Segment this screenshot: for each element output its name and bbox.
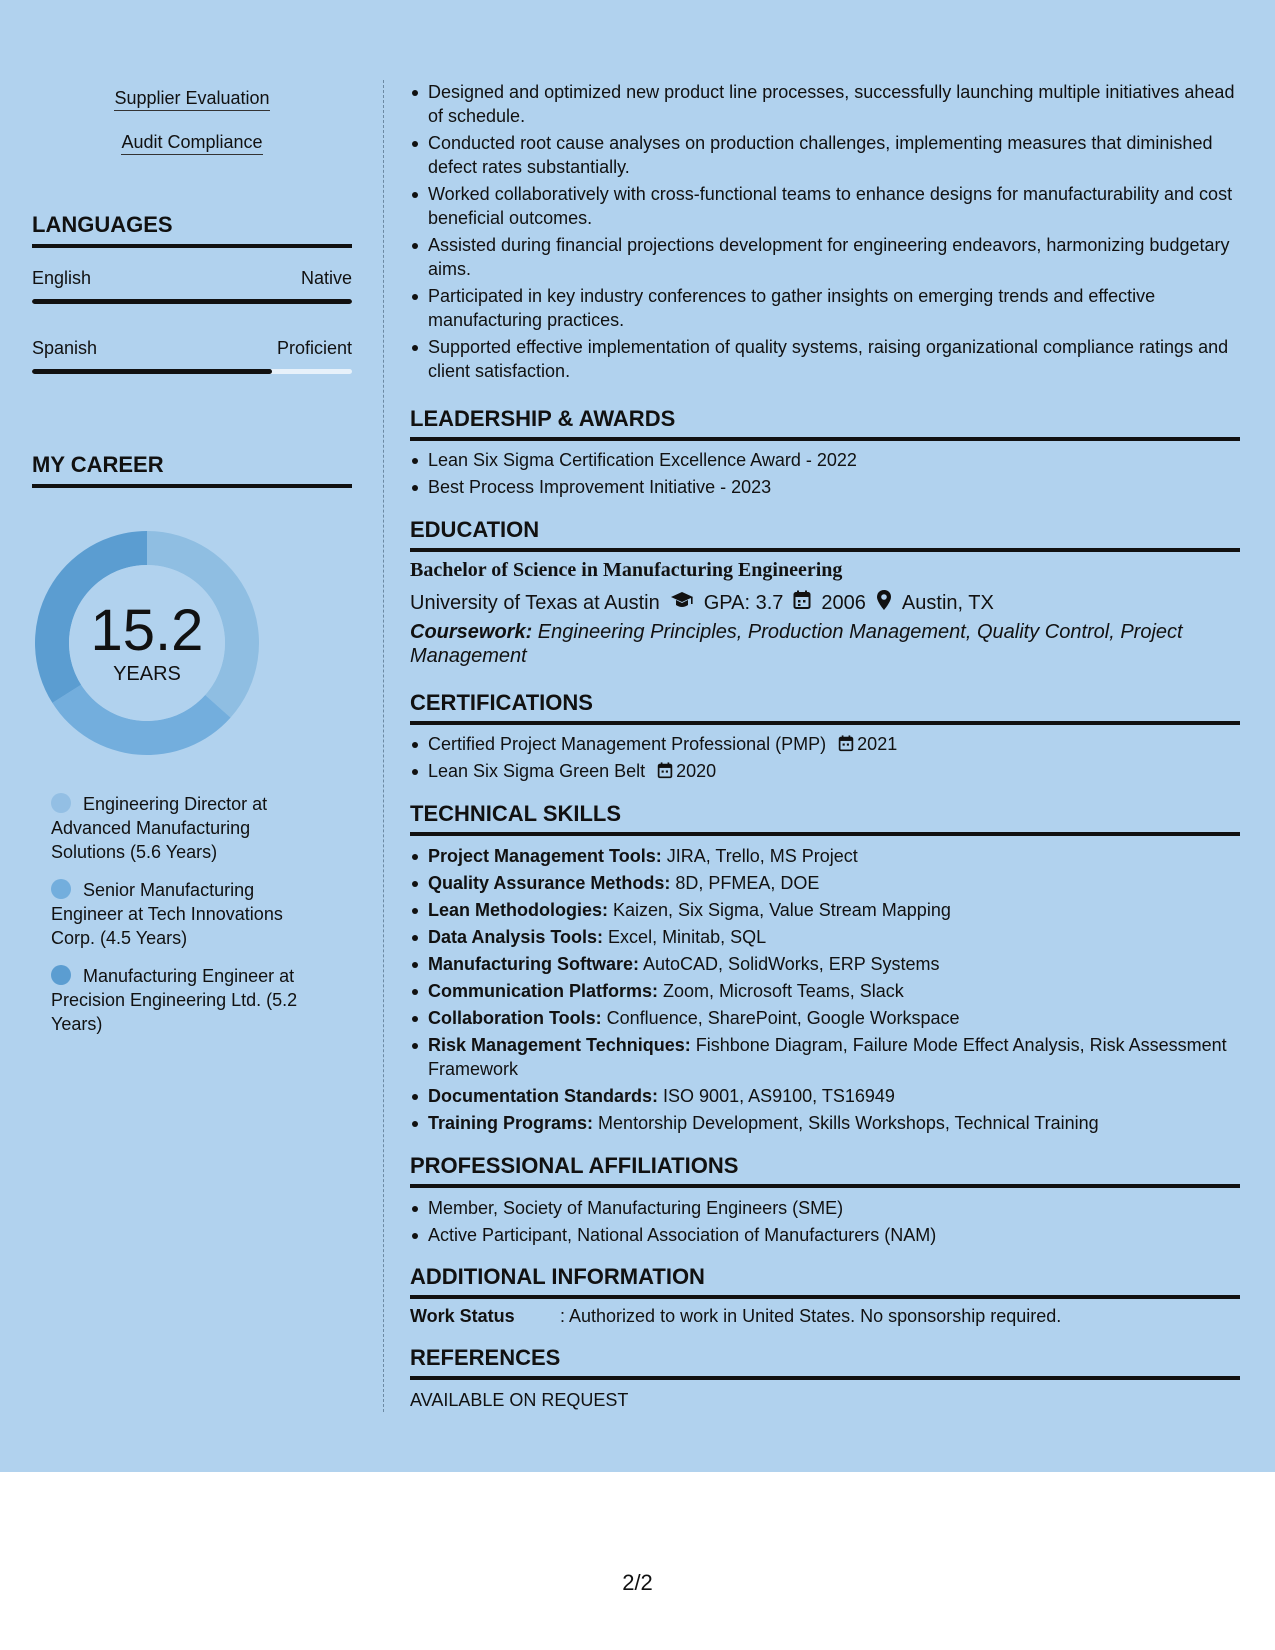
career-item (51, 878, 321, 950)
degree-title: Bachelor of Science in Manufacturing Engineering (410, 559, 843, 581)
page-number: 2/2 (622, 1570, 653, 1595)
calendar-icon (838, 735, 854, 752)
list-item: Member, Society of Manufacturing Engineers (SME) (428, 1196, 1240, 1220)
list-item: Worked collaboratively with cross-functional teams to enhance designs for manufacturability and cost beneficial outcomes. (428, 182, 1240, 230)
location-pin-icon (876, 589, 892, 617)
work-status-value: : Authorized to work in United States. No sponsorship required. (560, 1306, 1062, 1326)
skill-link[interactable] (32, 88, 352, 109)
list-item (428, 925, 1240, 949)
list-item: Conducted root cause analyses on production challenges, implementing measures that diminished defect rates substantially. (428, 131, 1240, 179)
skill-value: Confluence, SharePoint, Google Workspace (601, 1008, 960, 1028)
list-item: Participated in key industry conferences to gather insights on emerging trends and effective manufacturing practices. (428, 284, 1240, 332)
technical-skills-heading: TECHNICAL SKILLS (410, 801, 1240, 836)
language-name: Spanish (32, 338, 98, 358)
additional-info-heading: ADDITIONAL INFORMATION (410, 1264, 1240, 1299)
skill-label: Quality Assurance Methods: (428, 873, 671, 893)
skill-label: Lean Methodologies: (428, 900, 608, 920)
certification-name: Lean Six Sigma Green Belt (428, 761, 646, 781)
skill-label: Manufacturing Software: (428, 954, 640, 974)
skill-label: Project Management Tools: (428, 846, 662, 866)
leadership-heading: LEADERSHIP & AWARDS (410, 406, 1240, 441)
list-item (428, 898, 1240, 922)
skill-label: Training Programs: (428, 1113, 594, 1133)
list-item (428, 979, 1240, 1003)
school-location: Austin, TX (901, 591, 994, 614)
languages-heading: LANGUAGES (32, 212, 352, 248)
list-item: Assisted during financial projections development for engineering endeavors, harmonizing budgetary aims. (428, 233, 1240, 281)
language-bar (32, 369, 352, 374)
list-item (428, 1111, 1240, 1135)
language-level: Native (300, 268, 352, 288)
certifications-heading: CERTIFICATIONS (410, 690, 1240, 725)
skill-value: Fishbone Diagram, Failure Mode Effect Analysis, Risk Assessment Framework (428, 1035, 1227, 1079)
list-item (428, 952, 1240, 976)
career-donut-center (32, 528, 262, 758)
technical-skills-list (410, 844, 1240, 1138)
skill-value: Zoom, Microsoft Teams, Slack (658, 981, 904, 1001)
school-name: University of Texas at Austin (410, 591, 660, 614)
career-donut (32, 528, 262, 758)
career-legend-dot (51, 879, 71, 899)
skill-value: Excel, Minitab, SQL (603, 927, 767, 947)
coursework (410, 620, 1230, 668)
calendar-icon (657, 762, 673, 779)
skill-label: Communication Platforms: (428, 981, 659, 1001)
list-item (428, 1033, 1240, 1081)
skill-value: Mentorship Development, Skills Workshops, Technical Training (593, 1113, 1099, 1133)
work-status-label: Work Status (410, 1306, 515, 1326)
skill-value: ISO 9001, AS9100, TS16949 (658, 1086, 895, 1106)
language-name: English (32, 268, 92, 288)
list-item: Active Participant, National Association of Manufacturers (NAM) (428, 1223, 1240, 1247)
coursework-text: Engineering Principles, Production Management, Quality Control, Project Management (410, 621, 1183, 667)
skill-value: 8D, PFMEA, DOE (670, 873, 820, 893)
list-item (428, 759, 1240, 783)
certification-year: 2021 (857, 734, 898, 754)
experience-bullets (410, 80, 1240, 386)
leadership-list (410, 448, 1240, 502)
career-total-unit: YEARS (113, 662, 181, 685)
certifications-list (410, 732, 1240, 786)
language-bar-fill (32, 299, 352, 304)
affiliations-heading: PROFESSIONAL AFFILIATIONS (410, 1153, 1240, 1188)
certification-year: 2020 (676, 761, 717, 781)
work-status-row (410, 1306, 1061, 1327)
calendar-icon (793, 590, 811, 616)
skill-link[interactable] (32, 132, 352, 153)
skill-value: JIRA, Trello, MS Project (661, 846, 858, 866)
skill-link-text: Audit Compliance (121, 132, 262, 155)
certification-name: Certified Project Management Professional (PMP) (428, 734, 827, 754)
language-bar-fill (32, 369, 272, 374)
graduation-cap-icon (670, 591, 694, 615)
career-total-years: 15.2 (90, 597, 204, 663)
list-item (428, 871, 1240, 895)
career-legend-dot (51, 965, 71, 985)
skill-value: Kaizen, Six Sigma, Value Stream Mapping (608, 900, 951, 920)
career-item (51, 792, 321, 864)
career-item-text: Senior Manufacturing Engineer at Tech Innovations Corp. (4.5 Years) (51, 880, 283, 948)
language-row (32, 268, 352, 289)
list-item (428, 1084, 1240, 1108)
affiliations-list (410, 1196, 1240, 1250)
list-item: Designed and optimized new product line processes, successfully launching multiple initiatives ahead of schedule. (428, 80, 1240, 128)
career-item (51, 964, 321, 1036)
column-divider (383, 80, 384, 1412)
list-item (428, 1006, 1240, 1030)
skill-label: Documentation Standards: (428, 1086, 659, 1106)
list-item (428, 732, 1240, 756)
career-legend-dot (51, 793, 71, 813)
references-text: AVAILABLE ON REQUEST (410, 1390, 629, 1410)
career-heading: MY CAREER (32, 452, 352, 488)
gpa: GPA: 3.7 (703, 591, 784, 614)
language-level: Proficient (276, 338, 352, 358)
education-heading: EDUCATION (410, 517, 1240, 552)
coursework-label: Coursework: (410, 621, 533, 643)
list-item: Best Process Improvement Initiative - 2023 (428, 475, 1240, 499)
skill-label: Data Analysis Tools: (428, 927, 604, 947)
references-heading: REFERENCES (410, 1345, 1240, 1380)
graduation-year: 2006 (821, 591, 866, 614)
language-row (32, 338, 352, 359)
skill-value: AutoCAD, SolidWorks, ERP Systems (639, 954, 940, 974)
list-item (428, 844, 1240, 868)
skill-label: Risk Management Techniques: (428, 1035, 691, 1055)
list-item: Supported effective implementation of quality systems, raising organizational compliance ratings and client satisfaction. (428, 335, 1240, 383)
skill-link-text: Supplier Evaluation (114, 88, 269, 111)
skill-label: Collaboration Tools: (428, 1008, 602, 1028)
language-bar (32, 299, 352, 304)
education-details (410, 589, 994, 617)
list-item: Lean Six Sigma Certification Excellence Award - 2022 (428, 448, 1240, 472)
career-item-text: Engineering Director at Advanced Manufacturing Solutions (5.6 Years) (51, 794, 268, 862)
career-item-text: Manufacturing Engineer at Precision Engineering Ltd. (5.2 Years) (51, 966, 298, 1034)
